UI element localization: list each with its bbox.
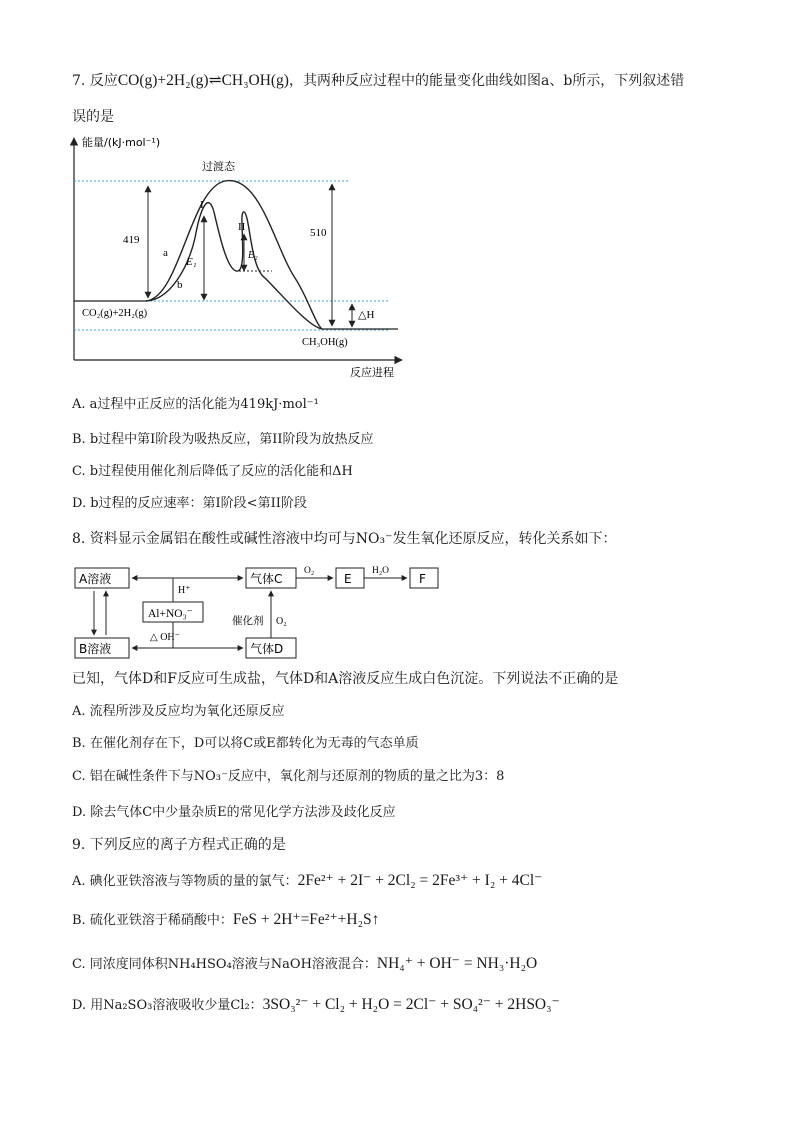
transition-label: 过渡态 [202, 160, 235, 173]
flow-a: A溶液 [79, 572, 112, 586]
svg-text:催化剂: 催化剂 [232, 615, 264, 627]
q7-option-c: C. b过程使用催化剂后降低了反应的活化能和ΔH [72, 464, 353, 479]
q9-option-a: A. 碘化亚铁溶液与等物质的量的氯气：2Fe²⁺ + 2I⁻ + 2Cl₂ = 2Fe³⁺ + I₂ + 4Cl⁻ [72, 872, 543, 889]
flow-diagram [70, 560, 450, 666]
flow-center: Al+NO₃⁻ [148, 608, 193, 620]
q9-option-b: B. 硫化亚铁溶于稀硝酸中：FeS + 2H⁺=Fe²⁺+H₂S↑ [72, 911, 380, 928]
y-axis-label: 能量/(kJ·mol⁻¹) [82, 136, 161, 149]
q8-known: 已知，气体D和F反应可生成盐，气体D和A溶液反应生成白色沉淀。下列说法不正确的是 [72, 671, 619, 687]
q9-stem: 9. 下列反应的离子方程式正确的是 [72, 837, 286, 853]
q8-option-b: B. 在催化剂存在下，D可以将C或E都转化为无毒的气态单质 [72, 736, 419, 751]
svg-text:419: 419 [123, 234, 140, 246]
svg-text:II: II [238, 221, 246, 233]
q8-stem: 8. 资料显示金属铝在酸性或碱性溶液中均可与NO₃⁻发生氧化还原反应，转化关系如下： [72, 531, 617, 547]
svg-text:H⁺: H⁺ [178, 585, 191, 596]
q8-option-d: D. 除去气体C中少量杂质E的常见化学方法涉及歧化反应 [72, 805, 396, 820]
svg-text:H₂O: H₂O [372, 566, 390, 576]
q8-option-a: A. 流程所涉及反应均为氧化还原反应 [72, 704, 285, 719]
flow-b: B溶液 [79, 642, 112, 656]
q8-option-c: C. 铝在碱性条件下与NO₃⁻反应中，氧化剂与还原剂的物质的量之比为3：8 [72, 769, 505, 784]
svg-text:I: I [200, 199, 204, 211]
svg-text:△ OH⁻: △ OH⁻ [150, 632, 180, 643]
q7-option-a: A. a过程中正反应的活化能为419kJ·mol⁻¹ [72, 397, 319, 412]
svg-text:△H: △H [358, 309, 375, 321]
svg-text:O₂: O₂ [304, 566, 315, 576]
flow-e: E [344, 572, 352, 586]
svg-text:b: b [177, 279, 183, 291]
svg-text:a: a [163, 247, 168, 259]
svg-text:510: 510 [310, 227, 327, 239]
flow-d: 气体D [250, 642, 284, 656]
flow-c: 气体C [250, 572, 283, 586]
q7-stem-line1: 7. 反应CO(g)+2H₂(g)⇌CH₃OH(g)，其两种反应过程中的能量变化曲线如图a、b所示，下列叙述错 [72, 72, 685, 89]
x-axis-label: 反应进程 [350, 366, 394, 379]
curve-b [146, 203, 322, 329]
curve-a [146, 181, 322, 329]
svg-text:CO₂(g)+2H₂(g): CO₂(g)+2H₂(g) [82, 308, 148, 319]
q9-option-c: C. 同浓度同体积NH₄HSO₄溶液与NaOH溶液混合：NH₄⁺ + OH⁻ = NH₃·H₂O [72, 955, 538, 972]
q9-option-d: D. 用Na₂SO₃溶液吸收少量Cl₂：3SO₃²⁻ + Cl₂ + H₂O = 2Cl⁻ + SO₄²⁻ + 2HSO₃⁻ [72, 996, 560, 1013]
svg-text:O₂: O₂ [276, 616, 287, 627]
svg-text:CH₃OH(g): CH₃OH(g) [302, 337, 348, 348]
svg-text:E₂: E₂ [248, 250, 258, 261]
energy-diagram [60, 128, 420, 380]
q7-stem-line2: 误的是 [72, 109, 114, 125]
q7-option-d: D. b过程的反应速率：第I阶段<第II阶段 [72, 496, 307, 511]
flow-f: F [419, 572, 426, 586]
q7-option-b: B. b过程中第I阶段为吸热反应，第II阶段为放热反应 [72, 432, 374, 447]
svg-text:E₁: E₁ [186, 256, 197, 268]
